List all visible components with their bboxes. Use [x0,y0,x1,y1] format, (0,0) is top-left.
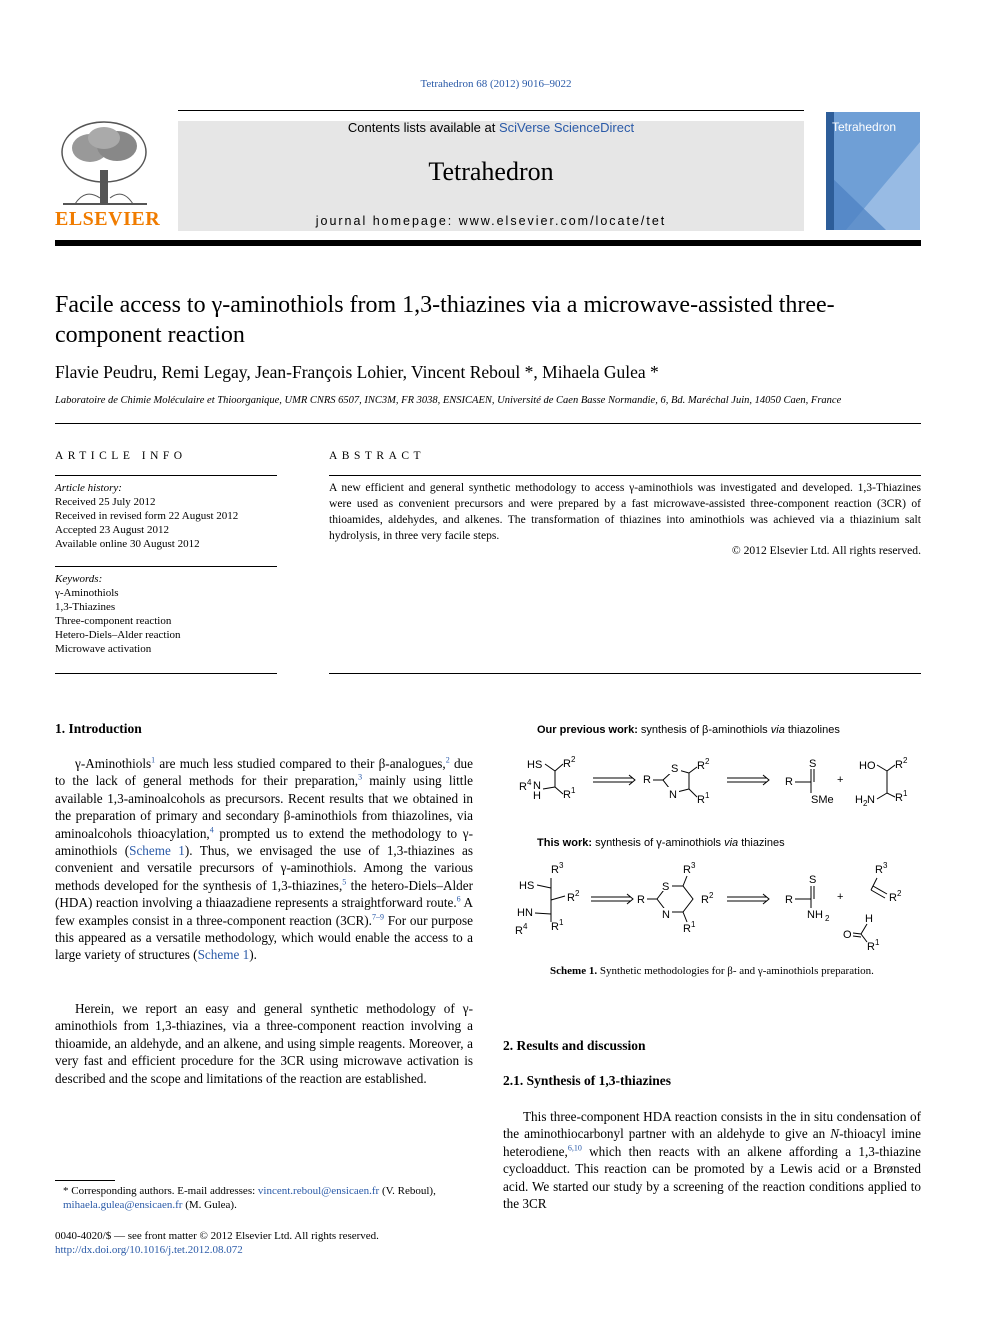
email-gulea-link[interactable]: mihaela.gulea@ensicaen.fr [63,1199,183,1211]
svg-text:SMe: SMe [811,794,834,806]
citation-ref[interactable]: 2 [445,755,450,765]
svg-text:2: 2 [571,755,576,764]
svg-text:1: 1 [875,938,880,947]
issn-line: 0040-4020/$ — see front matter © 2012 Elsevier Ltd. All rights reserved. [55,1230,379,1242]
keyword-item: γ-Aminothiols [55,587,119,599]
abstract-bottom-rule [329,673,921,674]
scheme-this-work-label [537,837,785,849]
svg-text:R: R [785,894,793,906]
elsevier-tree-logo [55,118,155,210]
elsevier-wordmark: ELSEVIER [55,208,161,230]
history-received: Received 25 July 2012 [55,496,156,508]
svg-text:R: R [551,921,559,933]
history-revised: Received in revised form 22 August 2012 [55,510,239,522]
corr-name-2: (M. Gulea). [182,1199,237,1211]
keyword-item: Microwave activation [55,643,152,655]
svg-text:R: R [785,776,793,788]
svg-text:HS: HS [519,880,535,892]
svg-text:R: R [867,941,875,953]
keywords-rule [55,566,277,567]
text-run: which then reacts with an alkene affording a 1,3-thiazine cycloadduct. This reaction can be promoted by a Lewis acid or a Brønsted acid. We started our study by a screening of the reaction conditions applied to the 3CR [503,1143,921,1212]
text-run: For our purpose this appeared as a versatile methodology, which would enable the access to a large variety of structures ( [55,912,474,963]
article-info-bottom-rule [55,673,277,674]
keyword-item: 1,3-Thiazines [55,601,116,613]
svg-text:R: R [519,781,527,793]
results-heading: 2. Results and discussion [503,1038,646,1053]
scheme-previous-reaction [505,745,921,815]
text-run: due to the lack of general methods for their preparation, [55,756,473,789]
text-run: ). [249,947,257,963]
contents-prefix: Contents lists available at [347,120,499,135]
svg-text:H: H [533,790,541,802]
scheme-prev-end: thiazolines [784,724,840,736]
svg-text:2: 2 [863,799,868,808]
citation-ref[interactable]: 6,10 [567,1143,582,1153]
contents-line [178,120,804,135]
scheme-previous-label [537,724,840,736]
corr-prefix: * Corresponding authors. E-mail addresses: [63,1185,258,1197]
svg-text:+: + [837,774,844,786]
svg-text:4: 4 [527,778,532,787]
text-run: are much less studied compared to their β-analogues, [155,756,446,771]
intro-paragraph-2: Herein, we report an easy and general synthetic methodology of γ-aminothiols from 1,3-thiazines, via a three-component reaction involving a thioamide, an aldehyde, and an alkene, and using simple reagents. Moreover, a very fast and efficient procedure for the 3CR using microwave activation is described and the scope and limitations of the reaction are established. [55,1001,473,1086]
svg-text:2: 2 [903,756,908,765]
text-run: γ-Aminothiols [75,756,152,771]
svg-text:R: R [895,792,903,804]
svg-text:4: 4 [523,922,528,931]
journal-homepage[interactable]: journal homepage: www.elsevier.com/locate/tet [315,214,667,228]
svg-text:R: R [895,759,903,771]
svg-text:3: 3 [559,861,564,870]
results-subheading: 2.1. Synthesis of 1,3-thiazines [503,1073,672,1088]
text-run: prompted us to extend the methodology to γ-aminothiols ( [55,825,473,859]
svg-text:1: 1 [691,920,696,929]
scheme-ref-link[interactable]: Scheme 1 [129,843,185,859]
cover-title: Tetrahedron [832,120,897,134]
abstract-copyright: © 2012 Elsevier Ltd. All rights reserved. [731,544,921,557]
svg-text:N: N [662,909,670,921]
scheme-this-text: synthesis of γ-aminothiols [592,837,725,849]
keyword-item: Three-component reaction [55,615,172,627]
results-paragraph-1 [503,1108,921,1212]
svg-text:2: 2 [709,891,714,900]
scheme-prev-bold: Our previous work: [537,724,638,736]
svg-text:R: R [551,864,559,876]
svg-text:N: N [533,780,541,792]
citation-ref[interactable]: 7–9 [371,912,384,922]
svg-text:1: 1 [705,791,710,800]
scheme-this-bold: This work: [537,837,593,849]
corresponding-authors-note [55,1184,473,1212]
svg-text:R: R [515,925,523,937]
italic-text: N [830,1126,840,1142]
svg-text:R: R [563,758,571,770]
scheme-prev-text: synthesis of β-aminothiols [637,724,771,736]
svg-text:3: 3 [883,861,888,870]
svg-text:S: S [809,758,817,770]
citation-ref[interactable]: 1 [151,755,156,765]
text-run: This three-component HDA reaction consists in the in situ condensation of the aminothiocarbonyl partner with an aldehyde to give an [503,1109,921,1142]
svg-text:HN: HN [517,907,533,919]
citation-ref[interactable]: 3 [358,773,363,783]
text-run: -thioacyl imine heterodiene, [503,1126,921,1159]
svg-text:R: R [697,794,705,806]
svg-text:HS: HS [527,759,543,771]
header-rule [178,110,804,111]
svg-text:R: R [697,760,705,772]
abstract-heading: ABSTRACT [329,450,426,462]
scheme-ref-link[interactable]: Scheme 1 [197,947,250,963]
svg-text:1: 1 [571,786,576,795]
abstract-text: A new efficient and general synthetic methodology to access γ-aminothiols was investigated and developed. 1,3-Thiazines were used as convenient precursors and were prepared by a fast microwave-assisted three-component reaction (3CR) of thioamides, aldehydes, and alkenes. The transformation of thiazines into aminothiols was achieved via a thiazinium salt hydrolysis, in three very facile steps. [329,481,921,542]
doi-link[interactable]: http://dx.doi.org/10.1016/j.tet.2012.08.072 [55,1244,243,1256]
svg-text:N: N [669,789,677,801]
history-online: Available online 30 August 2012 [55,538,200,550]
svg-text:S: S [809,874,817,886]
svg-text:2: 2 [825,914,830,923]
svg-text:1: 1 [559,918,564,927]
article-history-label: Article history: [55,482,122,494]
scheme-this-via: via [724,837,739,849]
svg-text:+: + [837,891,844,903]
keyword-item: Hetero-Diels–Alder reaction [55,629,181,641]
article-authors: Flavie Peudru, Remi Legay, Jean-François Lohier, Vincent Reboul *, Mihaela Gulea * [55,362,659,382]
svg-text:R: R [683,864,691,876]
svg-text:H: H [865,913,873,925]
citation-ref[interactable]: 4 [209,825,214,835]
svg-text:1: 1 [903,789,908,798]
journal-reference[interactable]: Tetrahedron 68 (2012) 9016–9022 [420,78,572,90]
scheme-prev-via: via [770,724,785,736]
citation-ref[interactable]: 6 [456,894,461,904]
scheme-this-end: thiazines [738,837,785,849]
header-thick-rule [55,240,921,246]
svg-text:HO: HO [859,760,876,772]
article-title: Facile access to γ-aminothiols from 1,3-thiazines via a microwave-assisted three-component reaction [55,292,835,348]
svg-text:R: R [889,892,897,904]
introduction-heading: 1. Introduction [55,721,142,736]
svg-text:NH: NH [807,909,823,921]
article-info-rule [55,475,277,476]
footnote-rule [55,1180,115,1181]
email-reboul-link[interactable]: vincent.reboul@ensicaen.fr [257,1185,380,1197]
text-run: the hetero-Diels–Alder (HDA) reaction involving a thiaazadiene represents a straightforward route. [55,877,473,911]
svg-text:3: 3 [691,861,696,870]
svg-text:R: R [567,892,575,904]
scheme-this-work-reaction [505,858,921,958]
text-run: ). Thus, we envisaged the use of 1,3-thiazines as convenient and versatile precursors of γ-aminothiols. Among the various methods developed for the synthesis of 1,3-thiazines, [55,843,474,893]
keywords-list [55,572,277,656]
text-run: mainly using little available 1,3-aminoalcohols as precursors. Recent results that we obtained in the preparation of primary and secondary β-aminothiols from thiazolines, via aminoalcohols thioacylation, [55,773,473,841]
author-affiliation: Laboratoire de Chimie Moléculaire et Thioorganique, UMR CNRS 6507, INC3M, FR 3038, ENSICAEN, Université de Caen Basse Normandie, 6, Bd. Maréchal Juin, 14050 Caen, France [55,395,842,406]
citation-ref[interactable]: 5 [342,877,347,887]
svg-text:S: S [671,763,679,775]
svg-text:R: R [563,789,571,801]
svg-text:O: O [843,929,852,941]
svg-text:N: N [867,794,875,806]
intro-paragraph-1 [55,755,473,964]
corr-name-1: (V. Reboul), [379,1185,436,1197]
scheme-caption-label: Scheme 1. [550,965,598,977]
sciencedirect-link[interactable]: SciVerse ScienceDirect [498,120,635,135]
svg-text:R: R [683,923,691,935]
svg-text:2: 2 [575,889,580,898]
svg-text:S: S [662,881,670,893]
svg-text:2: 2 [705,757,710,766]
abstract-rule [329,475,921,476]
affiliation-rule [55,423,921,424]
svg-text:R: R [637,894,645,906]
scheme-caption-text: Synthetic methodologies for β- and γ-aminothiols preparation. [597,965,874,977]
article-history [55,481,277,551]
svg-text:R: R [643,774,651,786]
svg-text:R: R [701,894,709,906]
journal-name: Tetrahedron [428,157,554,186]
svg-text:2: 2 [897,889,902,898]
svg-text:H: H [855,794,863,806]
article-info-heading: ARTICLE INFO [55,450,187,462]
text-run: A few examples consist in a three-component reaction (3CR). [55,895,474,928]
keywords-label: Keywords: [55,573,103,585]
svg-text:R: R [875,864,883,876]
history-accepted: Accepted 23 August 2012 [55,524,169,536]
scheme-caption [503,965,921,977]
